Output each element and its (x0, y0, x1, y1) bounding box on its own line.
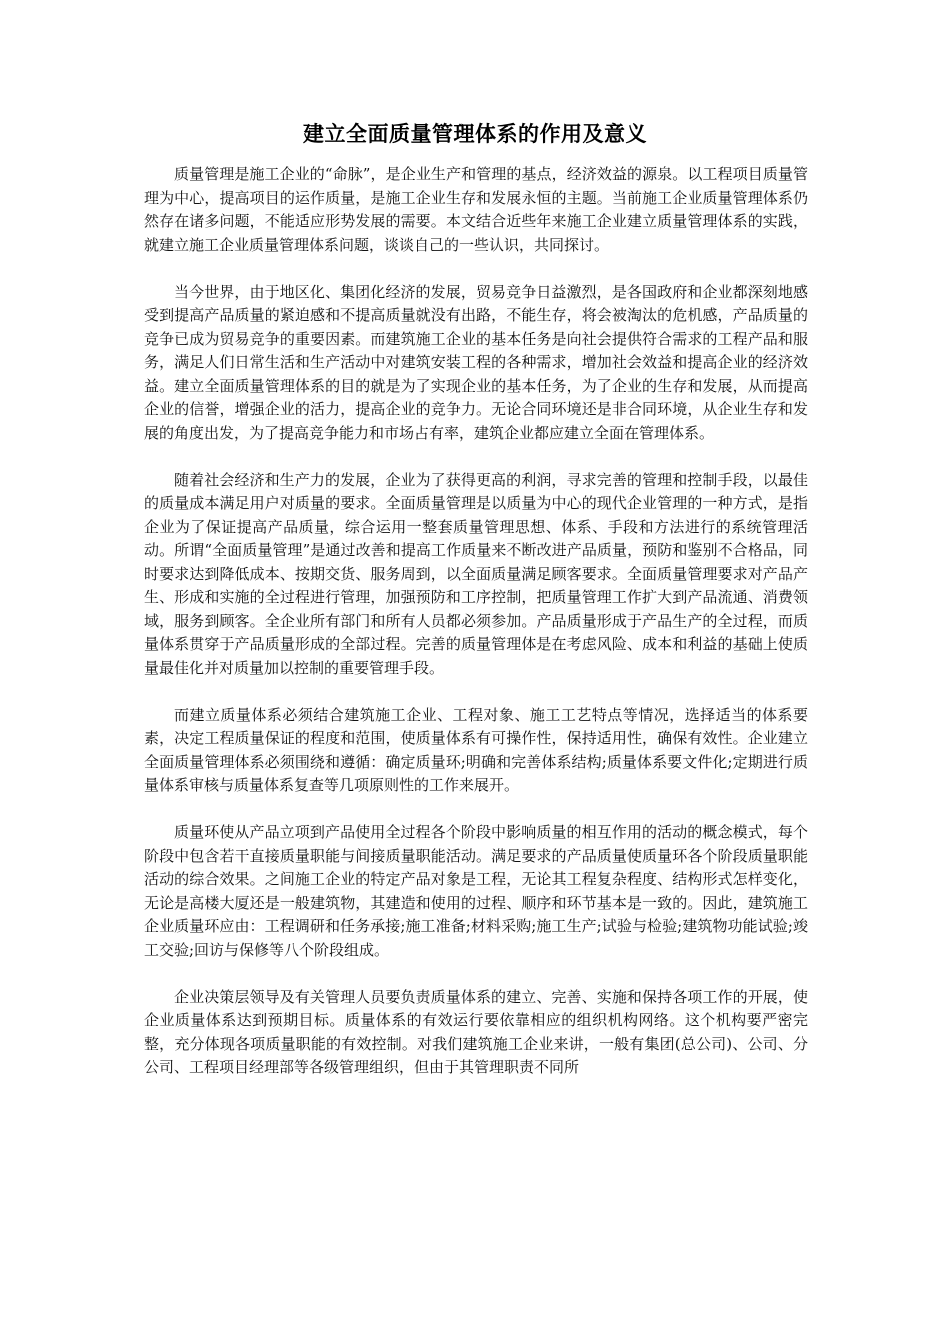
paragraph-1: 质量管理是施工企业的“命脉”，是企业生产和管理的基点，经济效益的源泉。以工程项目质量管理为中心，提高项目的运作质量，是施工企业生存和发展永恒的主题。当前施工企业质量管理体系仍然存在诸多问题，不能适应形势发展的需要。本文结合近些年来施工企业建立质量管理体系的实践，就建立施工企业质量管理体系问题，谈谈自己的一些认识，共同探讨。 (144, 165, 808, 254)
document-title: 建立全面质量管理体系的作用及意义 (303, 122, 647, 146)
paragraph-5: 质量环使从产品立项到产品使用全过程各个阶段中影响质量的相互作用的活动的概念模式，每个阶段中包含若干直接质量职能与间接质量职能活动。满足要求的产品质量使质量环各个阶段质量职能活动的综合效果。之间施工企业的特定产品对象是工程，无论其工程复杂程度、结构形式怎样变化，无论是高楼大厦还是一般建筑物，其建造和使用的过程、顺序和环节基本是一致的。因此，建筑施工企业质量环应由：工程调研和任务承接;施工准备;材料采购;施工生产;试验与检验;建筑物功能试验;竣工交验;回访与保修等八个阶段组成。 (144, 823, 808, 959)
paragraph-6: 企业决策层领导及有关管理人员要负责质量体系的建立、完善、实施和保持各项工作的开展，使企业质量体系达到预期目标。质量体系的有效运行要依靠相应的组织机构网络。这个机构要严密完整，充分体现各项质量职能的有效控制。对我们建筑施工企业来讲，一般有集团(总公司)、公司、分公司、工程项目经理部等各级管理组织，但由于其管理职责不同所 (144, 987, 808, 1076)
paragraph-2: 当今世界，由于地区化、集团化经济的发展，贸易竞争日益激烈，是各国政府和企业都深刻地感受到提高产品质量的紧迫感和不提高质量就没有出路，不能生存，将会被淘汰的危机感，产品质量的竞争已成为贸易竞争的重要因素。而建筑施工企业的基本任务是向社会提供符合需求的工程产品和服务，满足人们日常生活和生产活动中对建筑安装工程的各种需求，增加社会效益和提高企业的经济效益。建立全面质量管理体系的目的就是为了实现企业的基本任务，为了企业的生存和发展，从而提高企业的信誉，增强企业的活力，提高企业的竞争力。无论合同环境还是非合同环境，从企业生存和发展的角度出发，为了提高竞争能力和市场占有率，建筑企业都应建立全面在管理体系。 (144, 282, 808, 442)
paragraph-3: 随着社会经济和生产力的发展，企业为了获得更高的利润，寻求完善的管理和控制手段，以最佳的质量成本满足用户对质量的要求。全面质量管理是以质量为中心的现代企业管理的一种方式，是指企业为了保证提高产品质量，综合运用一整套质量管理思想、体系、手段和方法进行的系统管理活动。所谓“全面质量管理”是通过改善和提高工作质量来不断改进产品质量，预防和鉴别不合格品，同时要求达到降低成本、按期交货、服务周到，以全面质量满足顾客要求。全面质量管理要求对产品产生、形成和实施的全过程进行管理，加强预防和工序控制，把质量管理工作扩大到产品流通、消费领域，服务到顾客。全企业所有部门和所有人员都必须参加。产品质量形成于产品生产的全过程，而质量体系贯穿于产品质量形成的全部过程。完善的质量管理体是在考虑风险、成本和利益的基础上使质量最佳化并对质量加以控制的重要管理手段。 (144, 470, 808, 677)
paragraph-4: 而建立质量体系必须结合建筑施工企业、工程对象、施工工艺特点等情况，选择适当的体系要素，决定工程质量保证的程度和范围，使质量体系有可操作性，保持适用性，确保有效性。企业建立全面质量管理体系必须围绕和遵循：确定质量环;明确和完善体系结构;质量体系要文件化;定期进行质量体系审核与质量体系复查等几项原则性的工作来展开。 (144, 705, 808, 794)
document-body (144, 163, 808, 1103)
